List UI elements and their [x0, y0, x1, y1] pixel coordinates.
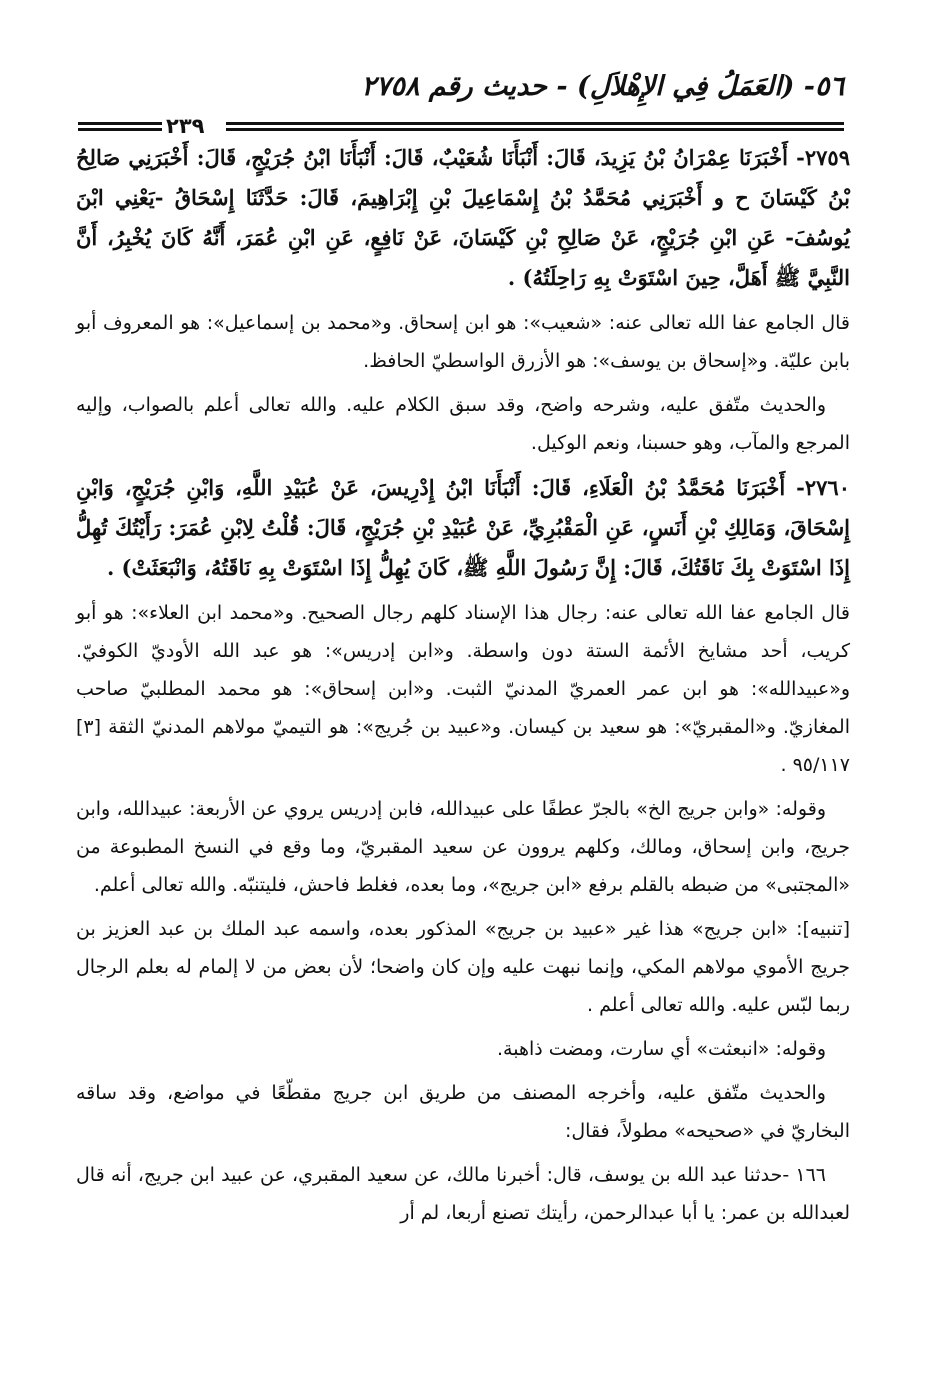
- commentary-conclusion-2759: والحديث متّفق عليه، وشرحه واضح، وقد سبق الكلام عليه. والله تعالى أعلم بالصواب، وإليه المرجع والمآب، وهو حسبنا، ونعم الوكيل.: [76, 394, 850, 454]
- header-rule-right: [226, 122, 844, 131]
- page-number: ٢٣٩: [166, 114, 205, 138]
- commentary-narrators-2759: قال الجامع عفا الله تعالى عنه: «شعيب»: هو ابن إسحاق. و«محمد بن إسماعيل»: هو المعروف أبو بابن عليّة. و«إسحاق بن يوسف»: هو الأزرق الواسطيّ الحافظ.: [76, 312, 850, 372]
- commentary-inbaathat: وقوله: «انبعثت» أي سارت، ومضت ذاهبة.: [496, 1038, 826, 1060]
- tanbih-note: [تنبيه]: «ابن جريج» هذا غير «عبيد بن جريج» المذكور بعده، واسمه عبد الملك بن عبد العزيز بن جريج الأموي مولاهم المكي، وإنما نبهت عليه وإن كان واضحا؛ لأن بعض من لا إلمام له بعلم الرجال ربما لبّس عليه. والله تعالى أعلم .: [76, 918, 850, 1016]
- bukhari-quotation: ١٦٦ -حدثنا عبد الله بن يوسف، قال: أخبرنا مالك، عن سعيد المقبري، عن عبيد ابن جريج، أنه قال لعبدالله بن عمر: يا أبا عبدالرحمن، رأيتك تصنع أربعا، لم أر: [76, 1164, 850, 1224]
- commentary-narrators-2760: قال الجامع عفا الله تعالى عنه: رجال هذا الإسناد كلهم رجال الصحيح. و«محمد ابن العلاء»: هو أبو كريب، أحد مشايخ الأئمة الستة دون واسطة. و«ابن إدريس»: هو عبد الله الأوديّ الكوفيّ. و«عبيدالله»: هو ابن عمر العمريّ المدنيّ الثبت. و«ابن إسحاق»: هو محمد المطلبيّ صاحب المغازيّ. و«المقبريّ»: هو سعيد بن كيسان. و«عبيد بن جُريج»: هو التيميّ مولاهم المدنيّ الثقة [٣] ٩٥/١١٧ .: [76, 602, 850, 776]
- page-body: [76, 138, 850, 1238]
- commentary-grammar-note: وقوله: «وابن جريج الخ» بالجرّ عطفًا على عبيدالله، فابن إدريس يروي عن الأربعة: عبيدالله، وابن جريج، وابن إسحاق، ومالك، وكلهم يروون عن سعيد المقبريّ، وما وقع في النسخ المطبوعة من «المجتبى» من ضبطه بالقلم برفع «ابن جريج»، وما بعده، فغلط فاحش، فليتنبّه. والله تعالى أعلم.: [76, 798, 850, 896]
- header-rule-left: [78, 122, 162, 131]
- hadith-2759: ٢٧٥٩- أَخْبَرَنَا عِمْرَانُ بْنُ يَزِيدَ، قَالَ: أَنْبَأَنَا شُعَيْبٌ، قَالَ: أَنْبَأَنَا ابْنُ جُرَيْجٍ، قَالَ: أَخْبَرَنِي صَالِحُ بْنُ كَيْسَانَ ح و أَخْبَرَنِي مُحَمَّدُ بْنُ إِسْمَاعِيلَ بْنِ إِبْرَاهِيمَ، قَالَ: حَدَّثَنَا إِسْحَاقُ -يَعْنِي ابْنَ يُوسُفَ- عَنِ ابْنِ جُرَيْجٍ، عَنْ صَالِحِ بْنِ كَيْسَانَ، عَنْ نَافِعٍ، عَنِ ابْنِ عُمَرَ، أَنَّهُ كَانَ يُخْبِرُ، أَنَّ النَّبِيَّ ﷺ أَهَلَّ، حِينَ اسْتَوَتْ بِهِ رَاحِلَتُهُ) .: [76, 145, 850, 290]
- chapter-title: ٥٦- (العَمَلُ فِي الإِهْلاَلِ) - حديث رقم ٢٧٥٨: [361, 71, 844, 102]
- commentary-takhrij: والحديث متّفق عليه، وأخرجه المصنف من طريق ابن جريج مقطّعًا في مواضع، وقد ساقه البخاريّ في «صحيحه» مطولاً، فقال:: [76, 1082, 850, 1142]
- hadith-2760: ٢٧٦٠- أَخْبَرَنَا مُحَمَّدُ بْنُ الْعَلَاءِ، قَالَ: أَنْبَأَنَا ابْنُ إِدْرِيسَ، عَنْ عُبَيْدِ اللَّهِ، وَابْنِ جُرَيْجٍ، وَابْنِ إِسْحَاقَ، وَمَالِكِ بْنِ أَنَسٍ، عَنِ الْمَقْبُرِيِّ، عَنْ عُبَيْدِ بْنِ جُرَيْجٍ، قَالَ: قُلْتُ لِابْنِ عُمَرَ: رَأَيْتُكَ تُهِلُّ إِذَا اسْتَوَتْ بِكَ نَاقَتُكَ، قَالَ: إِنَّ رَسُولَ اللَّهِ ﷺ، كَانَ يُهِلُّ إِذَا اسْتَوَتْ بِهِ نَاقَتُهُ، وَانْبَعَثَتْ) .: [76, 475, 850, 580]
- running-header: [78, 70, 844, 138]
